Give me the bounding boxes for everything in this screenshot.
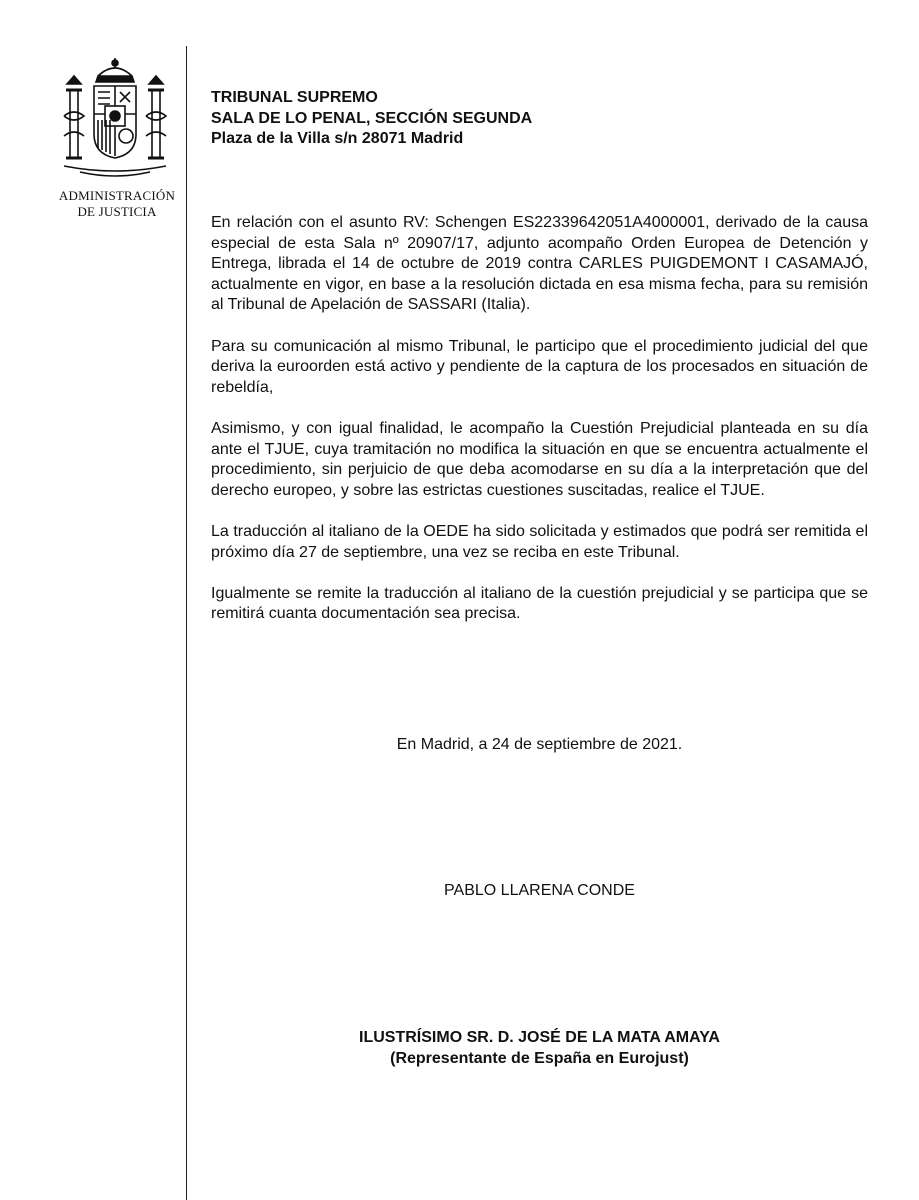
letter-body <box>211 213 868 645</box>
admin-line-1: ADMINISTRACIÓN <box>58 188 176 203</box>
body-paragraph: Para su comunicación al mismo Tribunal, le participo que el procedimiento judicial del que deriva la euroorden está activo y pendiente de la captura de los procesados en situación de rebeldía, <box>211 337 868 396</box>
admin-line-2: DE JUSTICIA <box>77 204 157 219</box>
addressee-name: ILUSTRÍSIMO SR. D. JOSÉ DE LA MATA AMAYA <box>359 1029 720 1046</box>
court-address: Plaza de la Villa s/n 28071 Madrid <box>211 130 464 147</box>
body-paragraph: En relación con el asunto RV: Schengen ES22339642051A4000001, derivado de la causa especial de esta Sala nº 20907/17, adjunto acompaño Orden Europea de Detención y Entrega, librada el 14 de octubre de 2019 contra CARLES PUIGDEMONT I CASAMAJÓ, actualmente en vigor, en base a la resolución dictada en esa misma fecha, para su remisión al Tribunal de Apelación de SASSARI (Italia). <box>211 214 868 314</box>
body-paragraph: Igualmente se remite la traducción al italiano de la cuestión prejudicial y se participa que se remitirá cuanta documentación sea precisa. <box>211 584 868 623</box>
margin-divider-line <box>186 46 187 1200</box>
letter-date: En Madrid, a 24 de septiembre de 2021. <box>396 736 683 753</box>
addressee-block <box>211 1028 868 1069</box>
addressee-role: (Representante de España en Eurojust) <box>390 1049 689 1067</box>
spain-coat-of-arms-icon <box>60 56 170 181</box>
court-header <box>211 88 532 150</box>
court-name: TRIBUNAL SUPREMO <box>211 89 378 106</box>
signer-name: PABLO LLARENA CONDE <box>444 882 635 899</box>
court-chamber: SALA DE LO PENAL, SECCIÓN SEGUNDA <box>211 109 533 127</box>
body-paragraph: La traducción al italiano de la OEDE ha sido solicitada y estimados que podrá ser remitida el próximo día 27 de septiembre, una vez se reciba en este Tribunal. <box>211 522 868 561</box>
body-paragraph: Asimismo, y con igual finalidad, le acompaño la Cuestión Prejudicial planteada en su día ante el TJUE, cuya tramitación no modifica la situación en que se encuentra actualmente el procedimiento, sin perjuicio de que deba acomodarse en su día a la interpretación que del derecho europeo, y sobre las estrictas cuestiones suscitadas, realice el TJUE. <box>211 419 868 499</box>
administration-label <box>54 188 180 220</box>
